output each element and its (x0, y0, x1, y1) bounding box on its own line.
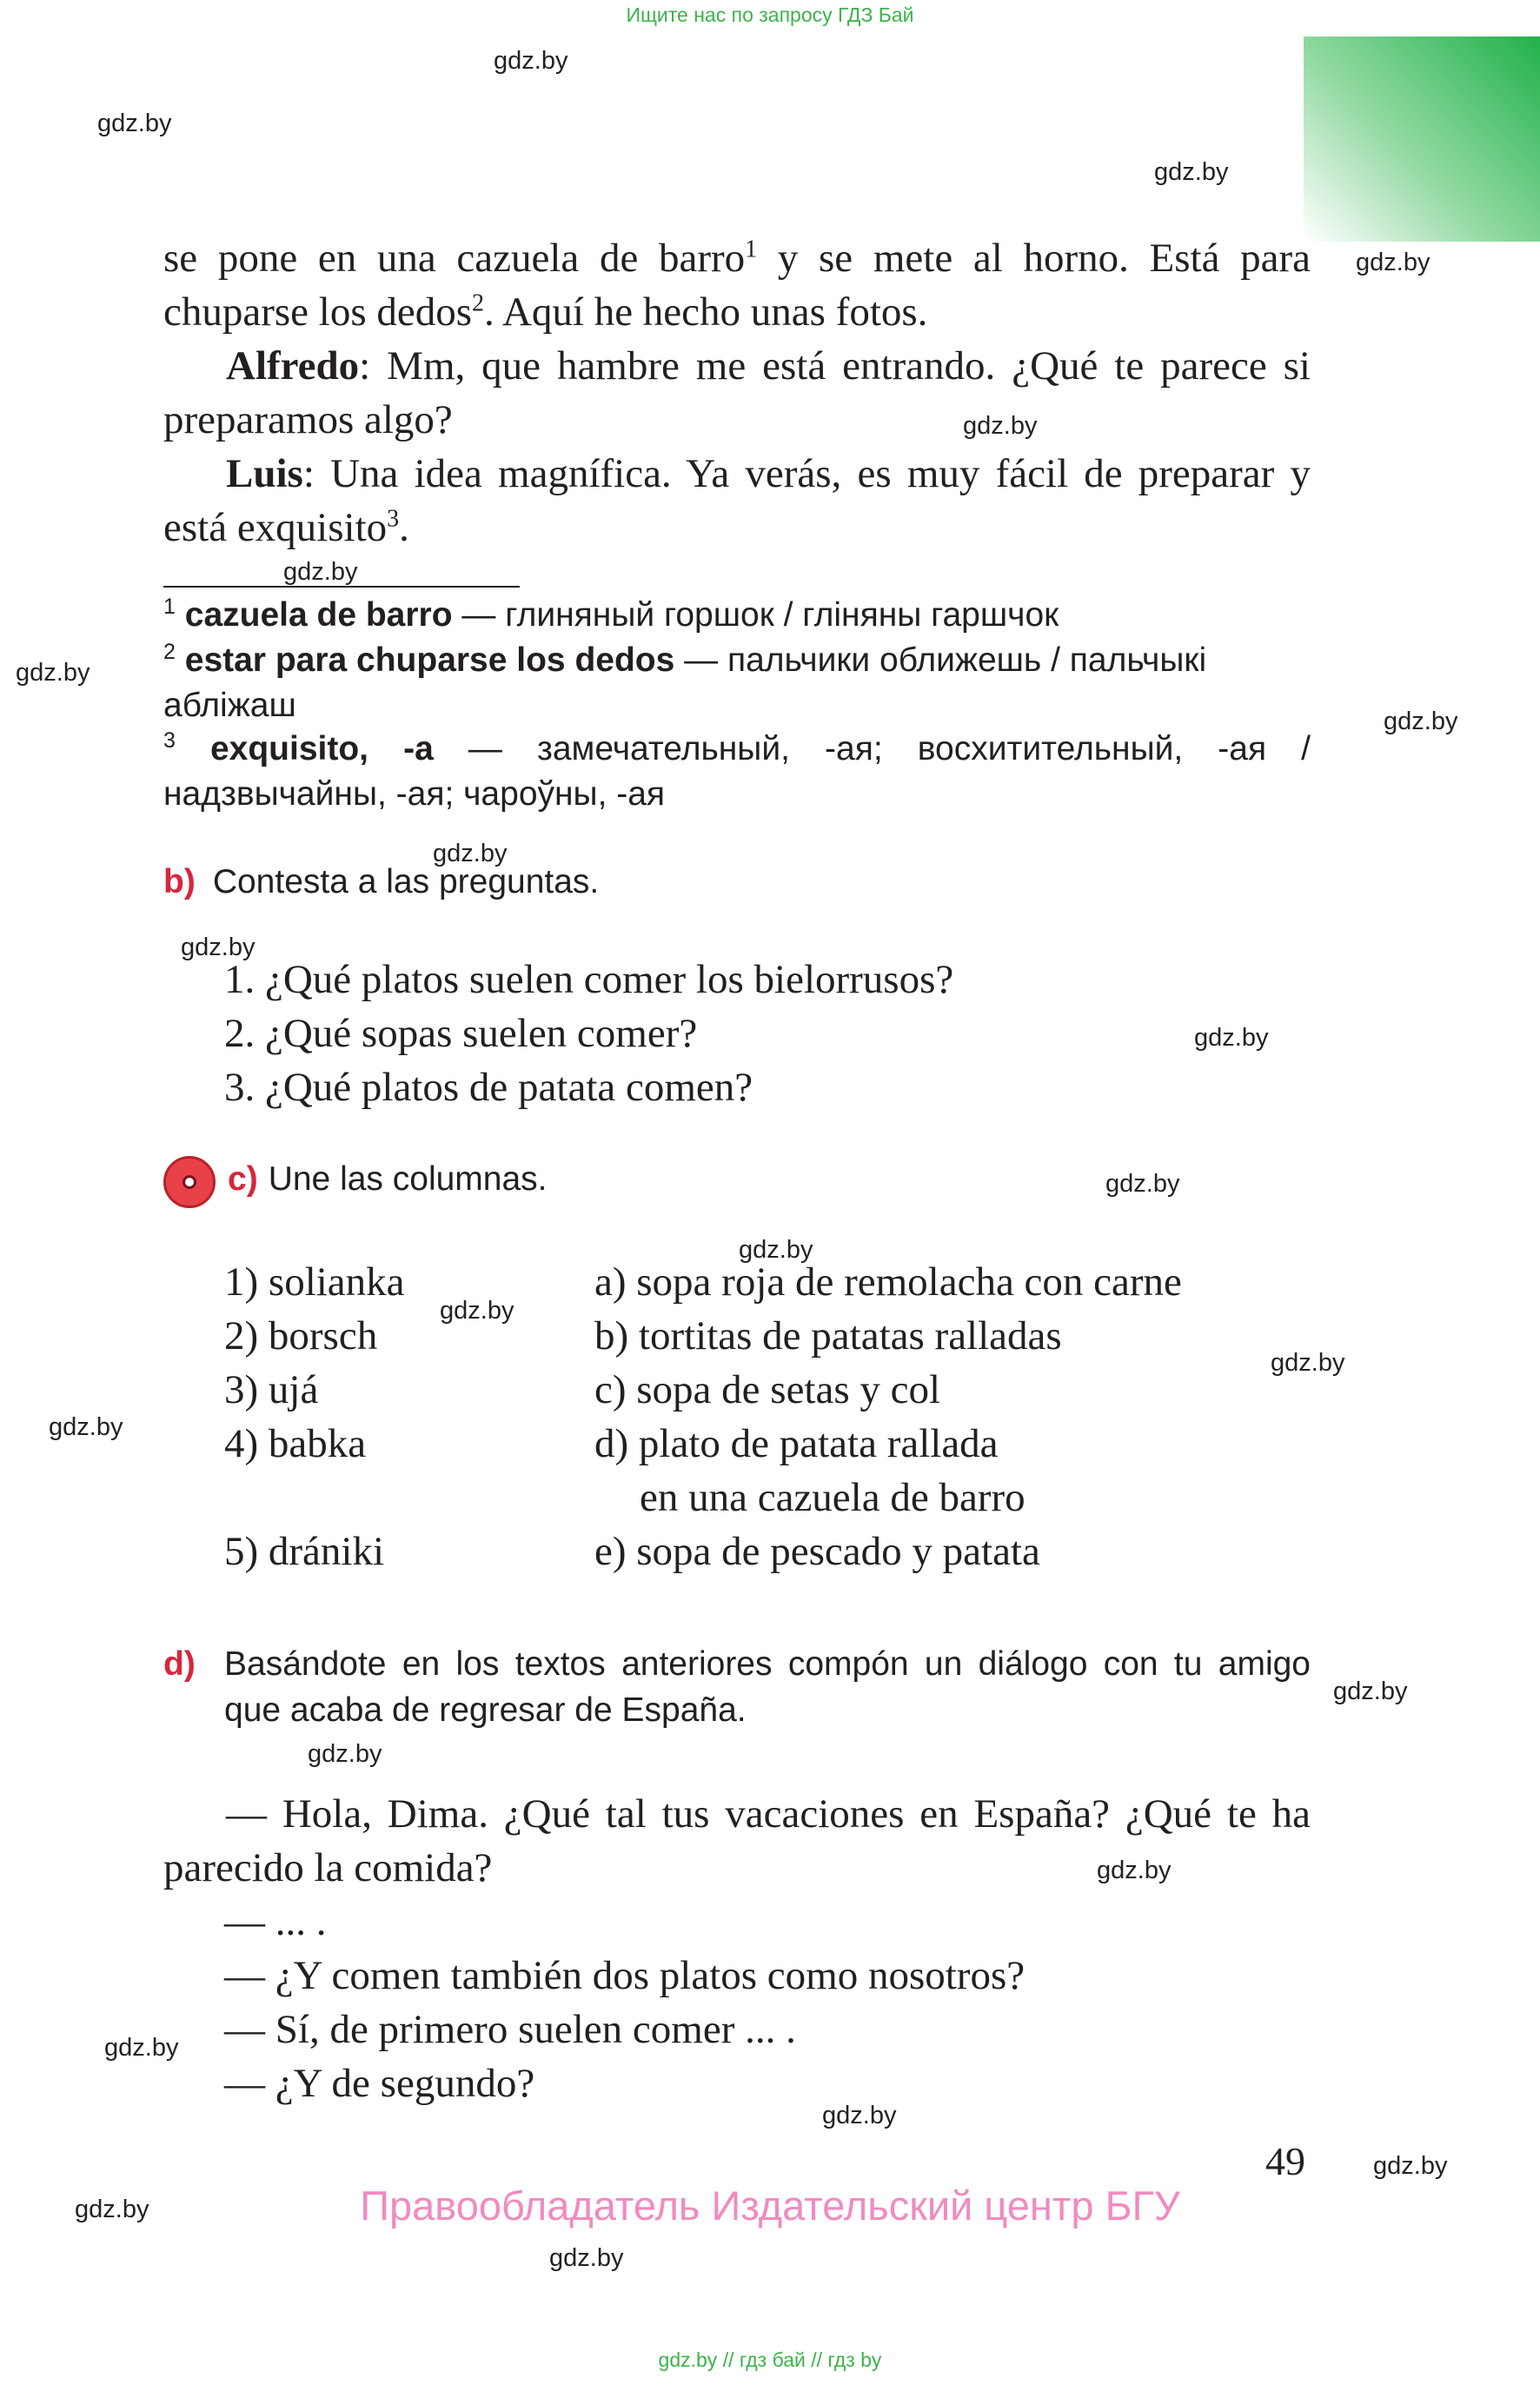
match-item-left: 4) babka (224, 1421, 367, 1466)
dialogue-line: — ¿Y de segundo? (224, 2061, 535, 2106)
watermark: gdz.by (1194, 1024, 1269, 1052)
watermark: gdz.by (16, 659, 90, 687)
question-3: 3. ¿Qué platos de patata comen? (224, 1065, 753, 1110)
page-number: 49 (1265, 2139, 1305, 2183)
watermark: gdz.by (1097, 1857, 1172, 1884)
match-item-left: 1) solianka (224, 1259, 405, 1305)
watermark: gdz.by (1154, 158, 1229, 186)
question-2: 2. ¿Qué sopas suelen comer? (224, 1011, 698, 1056)
watermark: gdz.by (75, 2196, 149, 2223)
footnote-divider (163, 586, 520, 588)
corner-green-decoration (1304, 37, 1540, 242)
alfredo-line: Alfredo: Mm, que hambre me está entrando. ¿Qué te parece si preparamos algo? (163, 343, 1311, 442)
match-item-right: e) sopa de pescado y patata (594, 1529, 1040, 1574)
luis-line: Luis: Una idea magnífica. Ya verás, es muy fácil de preparar y está exquisito$^3$. (163, 451, 1311, 550)
watermark: gdz.by (1384, 708, 1458, 735)
top-search-watermark: Ищите нас по запросу ГДЗ Бай (626, 3, 914, 26)
task-letter: d) (163, 1645, 196, 1683)
question-1: 1. ¿Qué platos suelen comer los bielorrusos? (224, 957, 954, 1002)
match-item-right-continuation: en una cazuela de barro (640, 1475, 1026, 1520)
task-letter: c) (228, 1160, 258, 1198)
task-c-heading: c) Une las columnas. (228, 1160, 548, 1198)
watermark: gdz.by (181, 933, 256, 961)
watermark: gdz.by (97, 110, 172, 137)
dialogue-line: — ... . (224, 1899, 327, 1944)
left-column (224, 1255, 405, 1578)
match-item-left: 2) borsch (224, 1313, 378, 1359)
watermark: gdz.by (440, 1297, 514, 1325)
footnote-3: $^3$ exquisito, -a — замечательный, -ая; восхитительный, -ая / надзвычайны, -ая; чароўны, -ая (163, 728, 1311, 813)
watermark: gdz.by (283, 558, 358, 586)
watermark: gdz.by (1373, 2152, 1448, 2180)
watermark: gdz.by (549, 2244, 624, 2272)
intro-paragraph: se pone en una cazuela de barro$^1$ y se mete al horno. Está para chuparse los dedos$^2$. Aquí he hecho unas fotos. (163, 236, 1311, 335)
watermark: gdz.by (963, 412, 1038, 440)
speaker-name: Alfredo (226, 343, 360, 389)
watermark: gdz.by (49, 1413, 123, 1441)
dialogue-line: — ¿Y comen también dos platos como nosotros? (224, 1953, 1026, 1998)
watermark: gdz.by (1105, 1170, 1180, 1198)
right-column (594, 1255, 1182, 1578)
task-b-heading: b) Contesta a las preguntas. (163, 863, 600, 900)
match-item-left: 5) drániki (224, 1529, 385, 1574)
footnote-2: $^2$ estar para chuparse los dedos — пальчики оближешь / пальчыкі абліжаш (163, 640, 1207, 724)
copyright-notice: Правообладатель Издательский центр БГУ (360, 2182, 1180, 2229)
dialogue-line: — Sí, de primero suelen comer ... . (224, 2007, 796, 2052)
watermark: gdz.by (739, 1236, 813, 1264)
task-letter: b) (163, 863, 196, 900)
watermark: gdz.by (433, 840, 508, 867)
speaker-name: Luis (226, 451, 303, 496)
bottom-watermark: gdz.by // гдз бай // гдз by (658, 2348, 882, 2371)
watermark: gdz.by (1356, 249, 1430, 276)
footnote-1: $^1$ cazuela de barro — глиняный горшок / гліняны гаршчок (163, 595, 1059, 634)
match-item-left: 3) ujá (224, 1367, 319, 1412)
watermark: gdz.by (308, 1740, 382, 1768)
task-d-instruction: Basándote en los textos anteriores compón un diálogo con tu amigo que acaba de regresar de España. (224, 1645, 1311, 1729)
match-item-right: b) tortitas de patatas ralladas (594, 1313, 1062, 1359)
watermark: gdz.by (1333, 1677, 1408, 1705)
watermark: gdz.by (1271, 1349, 1345, 1377)
match-item-right: c) sopa de setas y col (594, 1367, 941, 1412)
match-item-right: a) sopa roja de remolacha con carne (594, 1259, 1182, 1305)
watermark: gdz.by (822, 2102, 897, 2129)
dialogue-opening: — Hola, Dima. ¿Qué tal tus vacaciones en España? ¿Qué te ha parecido la comida? (163, 1791, 1311, 1890)
match-item-right: d) plato de patata rallada (594, 1421, 999, 1466)
watermark: gdz.by (104, 2034, 179, 2062)
watermark: gdz.by (494, 47, 568, 75)
audio-disc-icon[interactable] (163, 1156, 216, 1208)
task-d-heading (163, 1641, 1311, 1733)
